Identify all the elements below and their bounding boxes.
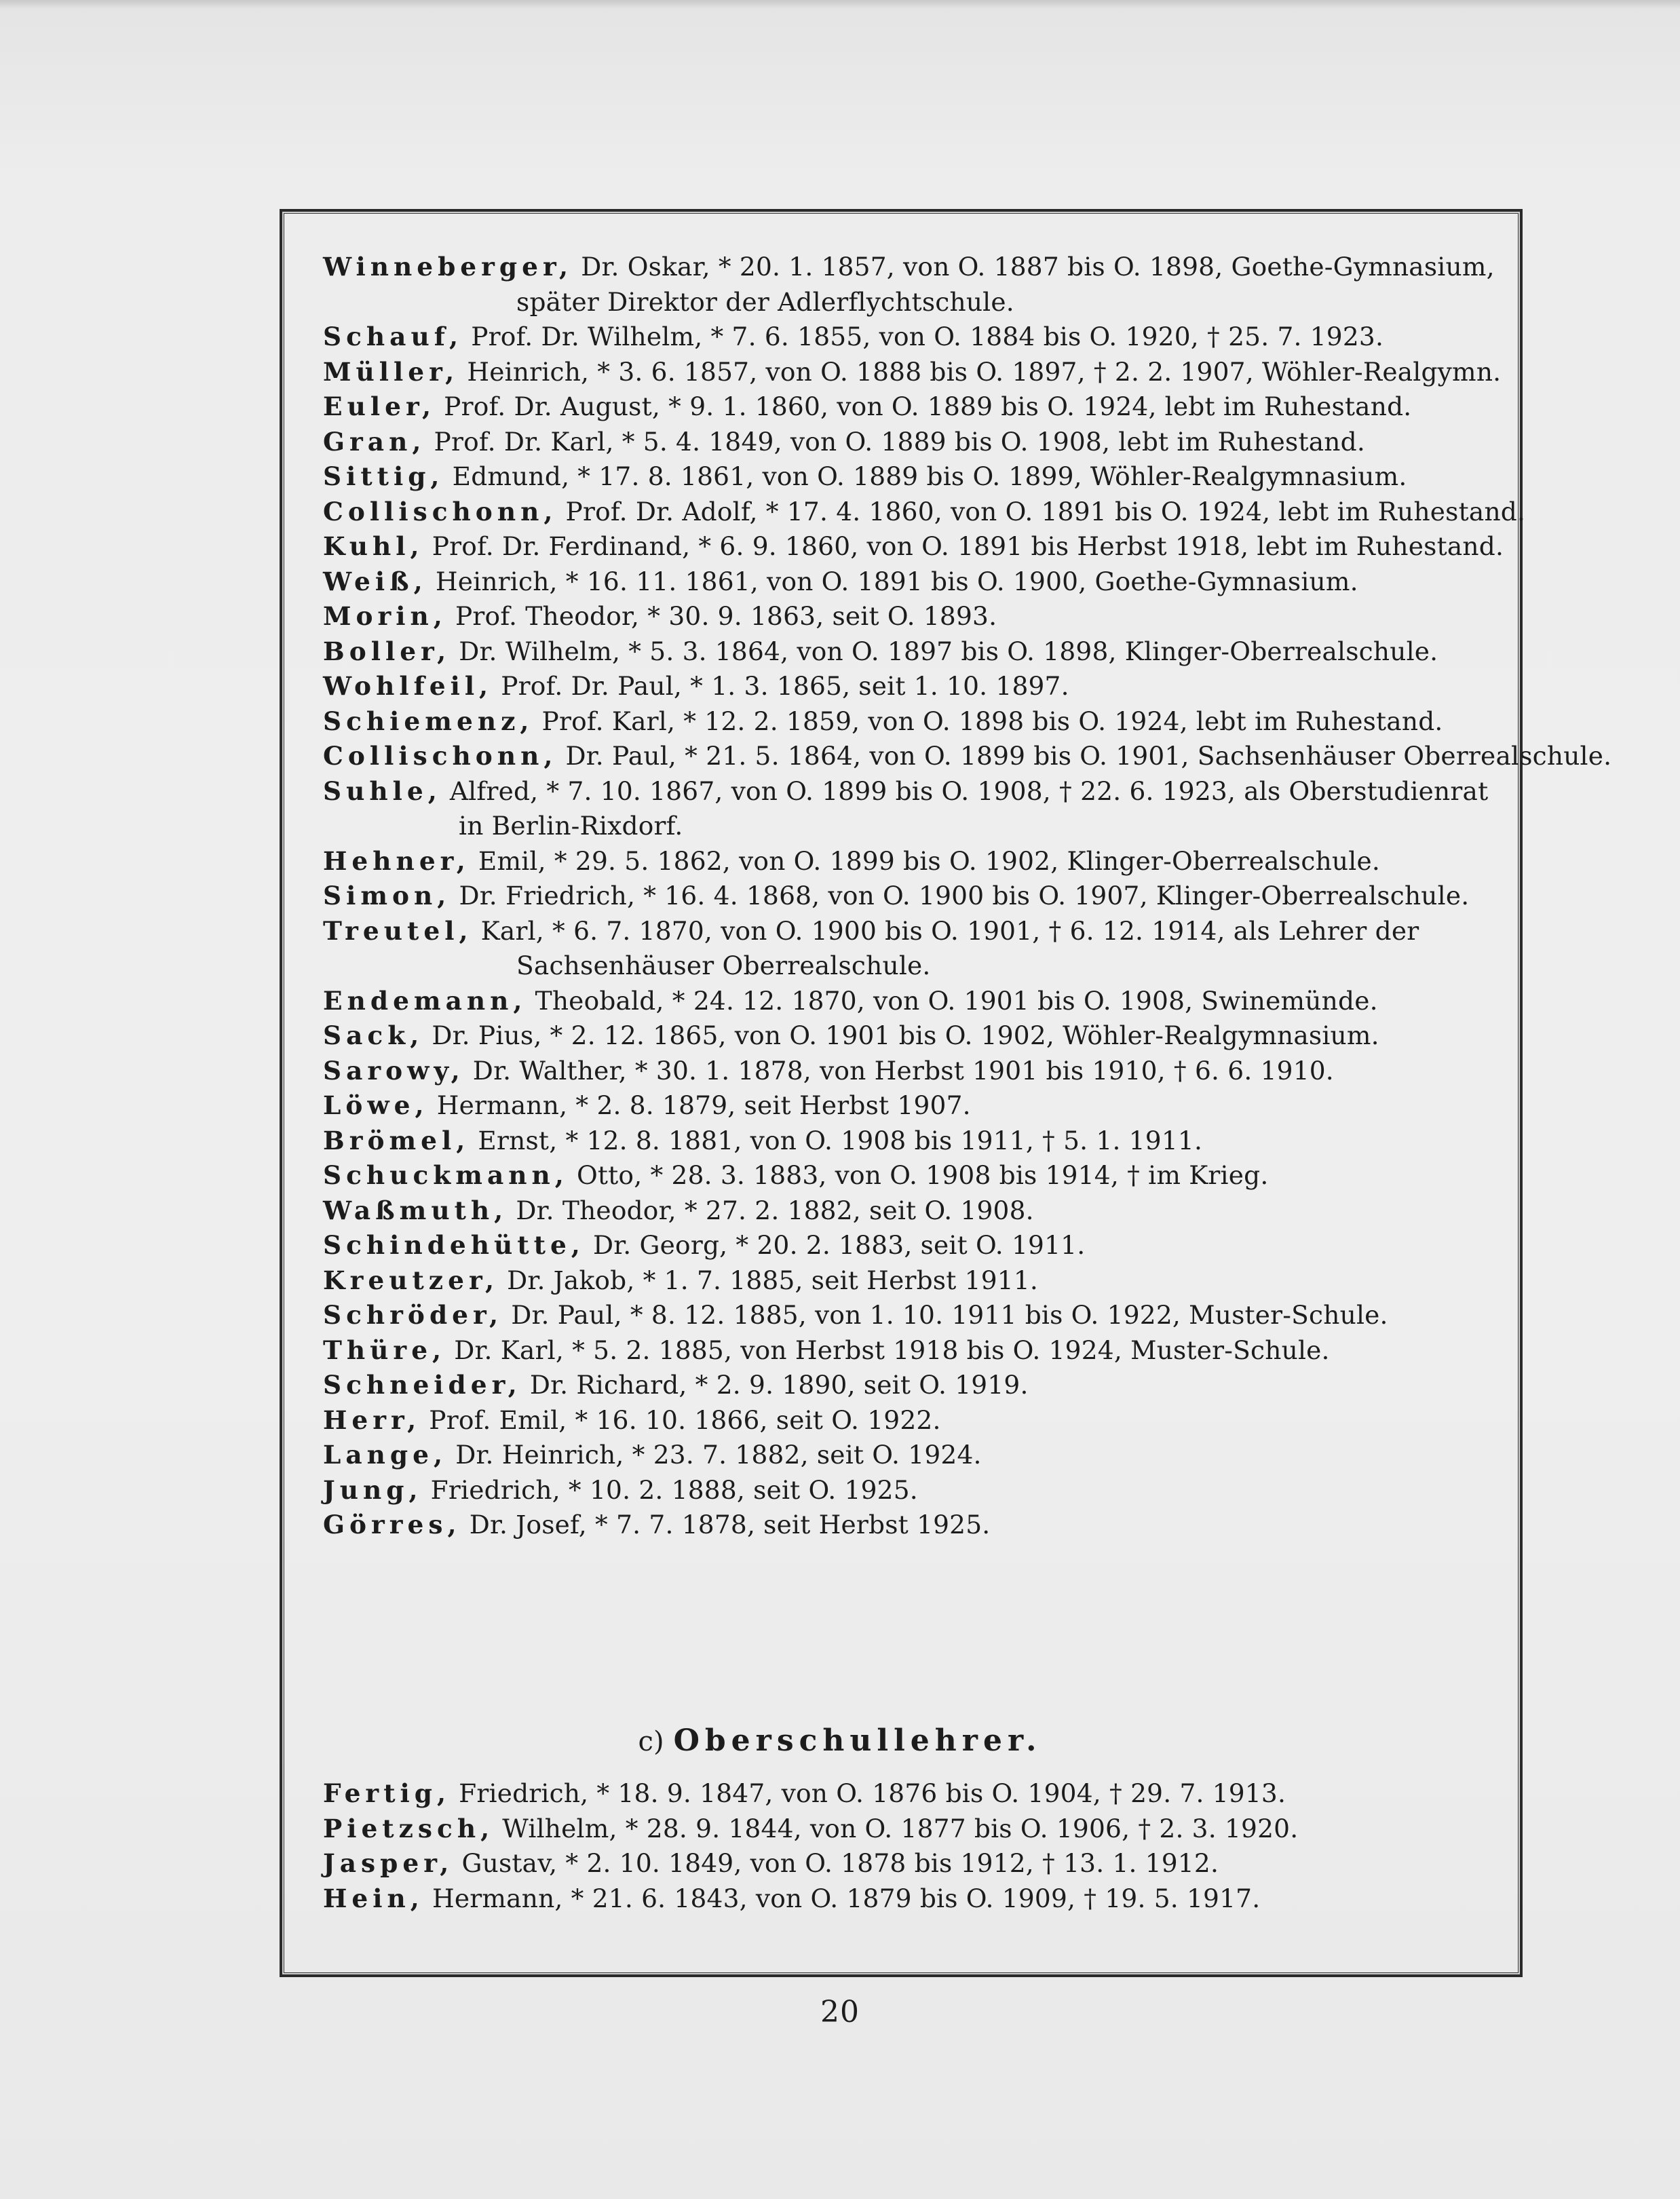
list-item: Treutel, Karl, * 6. 7. 1870, von O. 1900 bis O. 1901, † 6. 12. 1914, als Lehrer der [323, 915, 1419, 946]
oberschullehrer-list [323, 1776, 1544, 1916]
list-item: Schneider, Dr. Richard, * 2. 9. 1890, seit O. 1919. [323, 1370, 1029, 1400]
list-item: Euler, Prof. Dr. August, * 9. 1. 1860, von O. 1889 bis O. 1924, lebt im Ruhestand. [323, 391, 1412, 421]
list-item: Schauf, Prof. Dr. Wilhelm, * 7. 6. 1855, von O. 1884 bis O. 1920, † 25. 7. 1923. [323, 322, 1384, 351]
list-item: Hein, Hermann, * 21. 6. 1843, von O. 1879 bis O. 1909, † 19. 5. 1917. [323, 1883, 1261, 1913]
list-item: Schröder, Dr. Paul, * 8. 12. 1885, von 1. 10. 1911 bis O. 1922, Muster-Schule. [323, 1300, 1388, 1330]
section-label: c) [638, 1726, 664, 1757]
list-item: Kuhl, Prof. Dr. Ferdinand, * 6. 9. 1860, von O. 1891 bis Herbst 1918, lebt im Ruhestand. [323, 531, 1504, 561]
list-item: Sack, Dr. Pius, * 2. 12. 1865, von O. 1901 bis O. 1902, Wöhler-Realgymnasium. [323, 1020, 1379, 1050]
list-item: Winneberger, Dr. Oskar, * 20. 1. 1857, von O. 1887 bis O. 1898, Goethe-Gymnasium, [323, 252, 1495, 282]
page-number: 20 [820, 1995, 860, 2029]
list-item: Waßmuth, Dr. Theodor, * 27. 2. 1882, seit O. 1908. [323, 1195, 1034, 1225]
list-item-continuation: später Direktor der Adlerflychtschule. [516, 286, 1014, 317]
teacher-list [323, 250, 1612, 1543]
list-item: Collischonn, Prof. Dr. Adolf, * 17. 4. 1860, von O. 1891 bis O. 1924, lebt im Ruhestand. [323, 496, 1526, 527]
list-item: Schiemenz, Prof. Karl, * 12. 2. 1859, von O. 1898 bis O. 1924, lebt im Ruhestand. [323, 706, 1443, 736]
list-item: Morin, Prof. Theodor, * 30. 9. 1863, seit O. 1893. [323, 601, 997, 631]
list-item: Herr, Prof. Emil, * 16. 10. 1866, seit O. 1922. [323, 1404, 941, 1435]
list-item: Müller, Heinrich, * 3. 6. 1857, von O. 1888 bis O. 1897, † 2. 2. 1907, Wöhler-Realgymn. [323, 356, 1502, 387]
list-item: Sarowy, Dr. Walther, * 30. 1. 1878, von Herbst 1901 bis 1910, † 6. 6. 1910. [323, 1055, 1334, 1086]
list-item: Jung, Friedrich, * 10. 2. 1888, seit O. 1925. [323, 1474, 918, 1505]
list-item: Weiß, Heinrich, * 16. 11. 1861, von O. 1891 bis O. 1900, Goethe-Gymnasium. [323, 566, 1358, 596]
list-item: Wohlfeil, Prof. Dr. Paul, * 1. 3. 1865, seit 1. 10. 1897. [323, 671, 1069, 701]
list-item: Endemann, Theobald, * 24. 12. 1870, von O. 1901 bis O. 1908, Swinemünde. [323, 985, 1378, 1016]
list-item: Simon, Dr. Friedrich, * 16. 4. 1868, von O. 1900 bis O. 1907, Klinger-Oberrealschule. [323, 881, 1470, 911]
list-item: Thüre, Dr. Karl, * 5. 2. 1885, von Herbst 1918 bis O. 1924, Muster-Schule. [323, 1335, 1330, 1365]
list-item: Pietzsch, Wilhelm, * 28. 9. 1844, von O. 1877 bis O. 1906, † 2. 3. 1920. [323, 1813, 1299, 1843]
section-heading [0, 1723, 1680, 1758]
list-item: Löwe, Hermann, * 2. 8. 1879, seit Herbst 1907. [323, 1090, 971, 1120]
list-item: Fertig, Friedrich, * 18. 9. 1847, von O. 1876 bis O. 1904, † 29. 7. 1913. [323, 1778, 1286, 1808]
list-item-continuation: in Berlin-Rixdorf. [459, 811, 683, 841]
list-item: Hehner, Emil, * 29. 5. 1862, von O. 1899 bis O. 1902, Klinger-Oberrealschule. [323, 845, 1380, 876]
list-item: Jasper, Gustav, * 2. 10. 1849, von O. 1878 bis 1912, † 13. 1. 1912. [323, 1848, 1219, 1878]
list-item: Schuckmann, Otto, * 28. 3. 1883, von O. 1908 bis 1914, † im Krieg. [323, 1160, 1269, 1190]
list-item: Brömel, Ernst, * 12. 8. 1881, von O. 1908 bis 1911, † 5. 1. 1911. [323, 1125, 1203, 1155]
list-item: Kreutzer, Dr. Jakob, * 1. 7. 1885, seit Herbst 1911. [323, 1265, 1038, 1295]
list-item-continuation: Sachsenhäuser Oberrealschule. [516, 951, 931, 980]
list-item: Lange, Dr. Heinrich, * 23. 7. 1882, seit O. 1924. [323, 1440, 982, 1470]
list-item: Gran, Prof. Dr. Karl, * 5. 4. 1849, von O. 1889 bis O. 1908, lebt im Ruhestand. [323, 426, 1365, 457]
list-item: Collischonn, Dr. Paul, * 21. 5. 1864, von O. 1899 bis O. 1901, Sachsenhäuser Oberrealschule. [323, 741, 1612, 771]
list-item: Boller, Dr. Wilhelm, * 5. 3. 1864, von O. 1897 bis O. 1898, Klinger-Oberrealschule. [323, 636, 1438, 666]
list-item: Suhle, Alfred, * 7. 10. 1867, von O. 1899 bis O. 1908, † 22. 6. 1923, als Oberstudienrat [323, 776, 1489, 806]
list-item: Görres, Dr. Josef, * 7. 7. 1878, seit Herbst 1925. [323, 1510, 991, 1540]
list-item: Sittig, Edmund, * 17. 8. 1861, von O. 1889 bis O. 1899, Wöhler-Realgymnasium. [323, 461, 1407, 491]
list-item: Schindehütte, Dr. Georg, * 20. 2. 1883, seit O. 1911. [323, 1230, 1086, 1260]
section-title: Oberschullehrer. [673, 1723, 1042, 1758]
scan-top-edge [0, 0, 1680, 9]
